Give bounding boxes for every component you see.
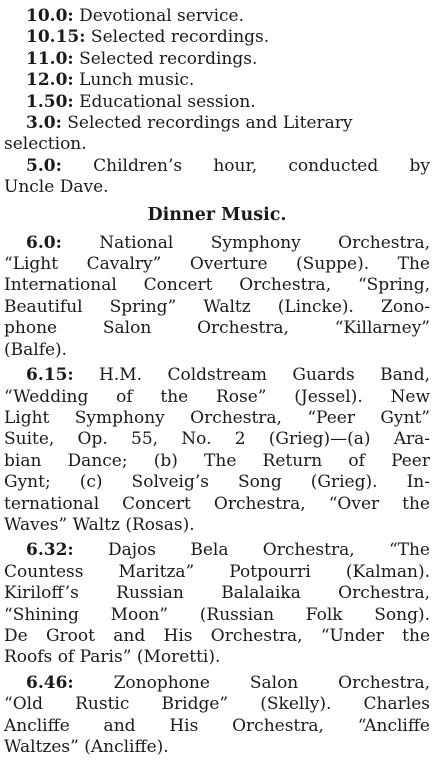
entry-text: National Symphony Orchestra, [61,232,430,253]
section-heading: Dinner Music. [147,204,287,225]
schedule-entry [4,27,430,48]
dinner-item-first-line [4,673,430,694]
dinner-item-line: Waves” Waltz (Rosas). [4,514,195,535]
entry-time: 12.0: [26,70,74,91]
dinner-item-line: Kiriloff’s Russian Balalaika Orchestra, [4,583,430,604]
dinner-item-first-line [4,540,430,561]
entry-time: 10.0: [26,6,74,26]
dinner-item-line: “Old Rustic Bridge” (Skelly). Charles [4,694,430,715]
entry-time: 1.50: [26,91,74,112]
dinner-item-line: Light Symphony Orchestra, “Peer Gynt” [4,407,430,428]
dinner-item-line: ternational Concert Orchestra, “Over the [4,493,430,514]
entry-time: 5.0: [26,155,62,176]
dinner-item-line: bian Dance; (b) The Return of Peer [4,450,430,471]
dinner-item-line: Roofs of Paris” (Moretti). [4,647,221,668]
entry-time: 6.0: [26,232,62,253]
dinner-item-line: phone Salon Orchestra, “Killarney” [4,318,430,339]
schedule-entry [4,6,430,27]
entry-time: 10.15: [26,27,86,48]
dinner-item-line: Ancliffe and His Orchestra, “Ancliffe [4,715,430,736]
dinner-item-line: (Balfe). [4,339,68,360]
entry-text: Lunch music. [73,70,195,91]
dinner-item-line: “Shining Moon” (Russian Folk Song). [4,604,430,625]
schedule-entry [4,70,430,91]
entry-continuation: Uncle Dave. [4,177,109,198]
dinner-item-line: Suite, Op. 55, No. 2 (Grieg)—(a) Ara- [4,429,430,450]
schedule-entry [4,156,430,177]
entry-text: Children’s hour, conducted by [61,155,430,176]
schedule-entry [4,113,430,134]
dinner-item-line: Gynt; (c) Solveig’s Song (Grieg). In- [4,472,430,493]
entry-text: Dajos Bela Orchestra, “The [73,540,430,561]
entry-time: 6.46: [26,672,74,693]
dinner-item-line: Beautiful Spring” Waltz (Lincke). Zono- [4,296,430,317]
schedule-list [4,6,430,199]
dinner-item-line: Waltzes” (Ancliffe). [4,737,169,757]
dinner-item [4,540,430,668]
entry-text: Educational session. [73,91,256,112]
dinner-item [4,365,430,536]
schedule-entry [4,92,430,113]
entry-text: Devotional service. [73,6,244,26]
entry-time: 6.15: [26,365,74,386]
dinner-item-first-line [4,365,430,386]
entry-text: Selected recordings. [85,27,270,48]
entry-text: Zonophone Salon Orchestra, [73,672,430,693]
entry-continuation: selection. [4,134,87,155]
entry-time: 3.0: [26,113,62,134]
entry-time: 6.32: [26,540,74,561]
dinner-item-line: “Wedding of the Rose” (Jessel). New [4,386,430,407]
dinner-item-line: Countess Maritza” Potpourri (Kalman). [4,561,430,582]
entry-text: Selected recordings. [73,48,258,69]
schedule-entry [4,49,430,70]
entry-time: 11.0: [26,48,74,69]
entry-text: H.M. Coldstream Guards Band, [73,365,430,386]
dinner-item-line: “Light Cavalry” Overture (Suppe). The [4,254,430,275]
dinner-item [4,673,430,759]
dinner-item-line: International Concert Orchestra, “Spring, [4,275,430,296]
entry-text: Selected recordings and Literary [61,113,353,134]
dinner-item-first-line [4,233,430,254]
dinner-item [4,233,430,361]
dinner-item-line: De Groot and His Orchestra, “Under the [4,625,430,646]
